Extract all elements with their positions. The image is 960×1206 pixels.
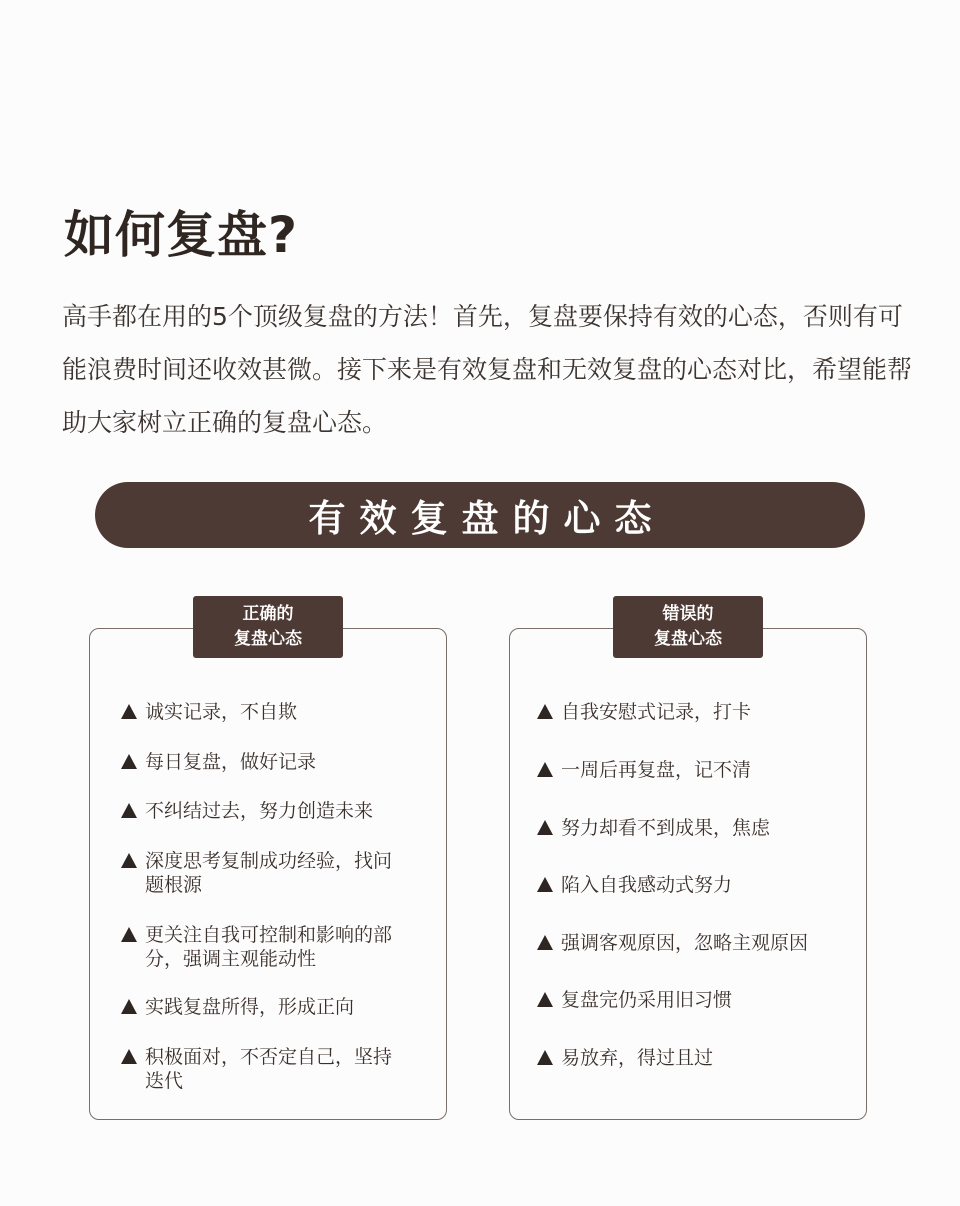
list-item xyxy=(121,995,431,1019)
list-item-text: 实践复盘所得，形成正向 xyxy=(145,996,355,1018)
triangle-up-icon xyxy=(537,992,553,1007)
tag-line-2: 复盘心态 xyxy=(654,629,722,649)
triangle-up-icon xyxy=(121,803,137,818)
tag-line-1: 正确的 xyxy=(242,604,294,624)
list-item xyxy=(537,700,847,724)
list-item xyxy=(121,923,431,971)
list-item-text: 诚实记录，不自欺 xyxy=(145,701,298,723)
triangle-up-icon xyxy=(537,1050,553,1065)
list-item-text: 一周后再复盘，记不清 xyxy=(561,759,752,781)
triangle-up-icon xyxy=(537,820,553,835)
list-item xyxy=(537,816,847,840)
triangle-up-icon xyxy=(537,877,553,892)
list-item xyxy=(537,1046,847,1070)
list-item-text: 每日复盘，做好记录 xyxy=(145,751,317,773)
list-item xyxy=(537,758,847,782)
triangle-up-icon xyxy=(121,704,137,719)
list-item xyxy=(121,1045,431,1093)
list-item-text: 更关注自我可控制和影响的部分，强调主观能动性 xyxy=(145,924,393,970)
list-item xyxy=(121,799,431,823)
triangle-up-icon xyxy=(537,762,553,777)
list-item xyxy=(537,873,847,897)
intro-paragraph: 高手都在用的5个顶级复盘的方法！首先，复盘要保持有效的心态，否则有可能浪费时间还收效甚微。接下来是有效复盘和无效复盘的心态对比，希望能帮助大家树立正确的复盘心态。 xyxy=(62,302,913,437)
triangle-up-icon xyxy=(121,927,137,942)
list-item-text: 复盘完仍采用旧习惯 xyxy=(561,989,733,1011)
list-item xyxy=(121,750,431,774)
list-item-text: 易放弃，得过且过 xyxy=(561,1047,714,1069)
section-banner xyxy=(95,482,865,548)
list-item-text: 不纠结过去，努力创造未来 xyxy=(145,800,374,822)
list-item xyxy=(121,849,431,897)
list-item-text: 自我安慰式记录，打卡 xyxy=(561,701,752,723)
triangle-up-icon xyxy=(537,935,553,950)
triangle-up-icon xyxy=(537,704,553,719)
list-item-text: 努力却看不到成果，焦虑 xyxy=(561,817,771,839)
triangle-up-icon xyxy=(121,999,137,1014)
list-item-text: 陷入自我感动式努力 xyxy=(561,874,733,896)
list-item-text: 深度思考复制成功经验，找问题根源 xyxy=(145,850,393,896)
list-item-text: 强调客观原因，忽略主观原因 xyxy=(561,932,809,954)
correct-mindset-tag xyxy=(193,596,343,658)
list-item xyxy=(121,700,431,724)
triangle-up-icon xyxy=(121,853,137,868)
page-title: 如何复盘? xyxy=(64,206,299,264)
tag-line-1: 错误的 xyxy=(662,604,714,624)
banner-title: 有效复盘的心态 xyxy=(308,497,666,540)
wrong-mindset-tag xyxy=(613,596,763,658)
tag-line-2: 复盘心态 xyxy=(234,629,302,649)
list-item xyxy=(537,931,847,955)
list-item xyxy=(537,988,847,1012)
triangle-up-icon xyxy=(121,754,137,769)
list-item-text: 积极面对，不否定自己，坚持迭代 xyxy=(145,1046,393,1092)
triangle-up-icon xyxy=(121,1049,137,1064)
